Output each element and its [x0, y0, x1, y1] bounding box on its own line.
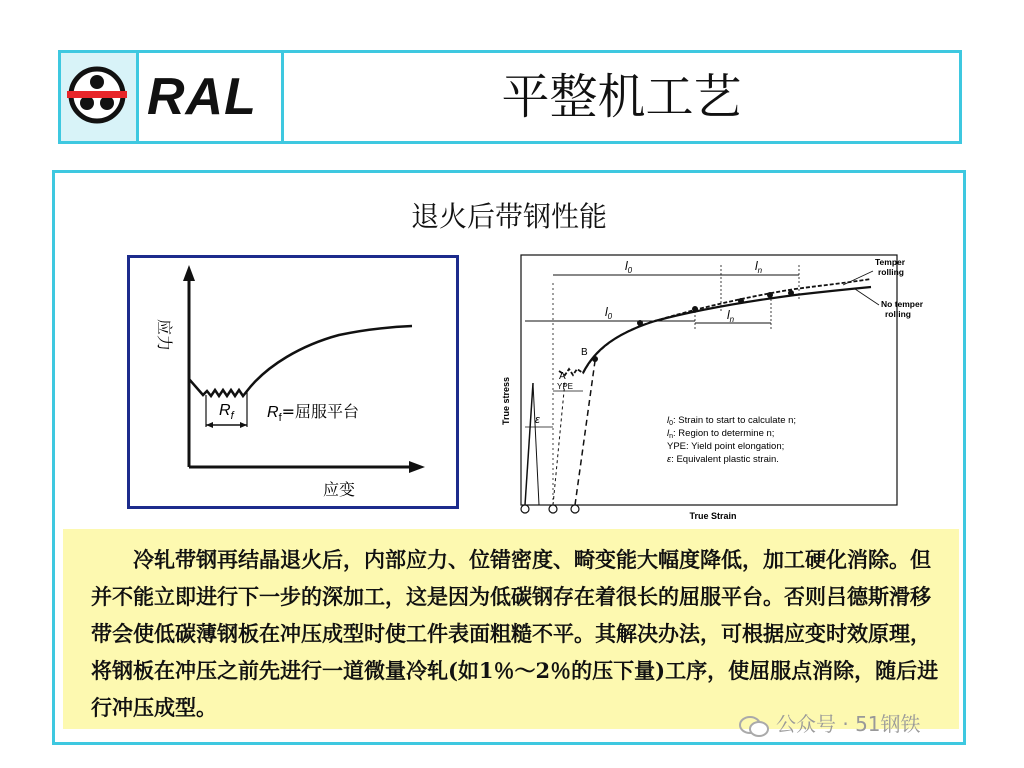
true-stress-strain-chart	[495, 251, 925, 521]
temper-label-1: Temper	[875, 257, 906, 267]
stress-strain-chart	[127, 255, 459, 511]
l0-lower-label: $l_0$	[605, 305, 613, 321]
watermark-text: 公众号 · 51钢铁	[776, 712, 921, 736]
ype-label: YPE	[557, 382, 574, 391]
point-a-label: A	[559, 371, 566, 382]
wechat-icon	[738, 715, 770, 737]
x-axis-label: True Strain	[689, 511, 737, 521]
page-title: 平整机工艺	[501, 69, 742, 125]
origin-o-double-prime	[571, 505, 579, 513]
marker	[767, 292, 773, 298]
ln-lower-label: $l_n$	[727, 308, 735, 324]
watermark	[738, 708, 921, 737]
rf-equation: $R_f=$屈服平台	[267, 402, 360, 424]
legend-item: $l_0$: Strain to start to calculate n;	[667, 415, 797, 427]
marker	[788, 290, 794, 296]
ln-upper-label: $l_n$	[755, 259, 763, 275]
l0-upper-label: $l_0$	[625, 259, 633, 275]
legend-item: $l_n$: Region to determine n;	[667, 428, 775, 440]
marker-b	[592, 356, 598, 362]
origin-o	[521, 505, 529, 513]
legend-item: YPE: Yield point elongation;	[667, 441, 785, 452]
ral-logo-icon	[61, 53, 133, 137]
content-panel	[52, 170, 966, 745]
no-temper-label-2: rolling	[885, 309, 911, 319]
origin-o-prime	[549, 505, 557, 513]
marker	[738, 298, 744, 304]
epsilon-label: ε	[535, 414, 540, 426]
logo-text: RAL	[147, 68, 257, 126]
rf-label: $R_f$	[219, 402, 234, 422]
header-bar	[58, 50, 962, 144]
legend-item: ε: Equivalent plastic strain.	[667, 454, 779, 465]
description-paragraph: 冷轧带钢再结晶退火后，内部应力、位错密度、畸变能大幅度降低，加工硬化消除。但并不能立即进行下一步的深加工，这是因为低碳钢存在着很长的屈服平台。否则吕德斯滑移带会使低碳薄钢板在冲压成型时使工件表面粗糙不平。其解决办法，可根据应变时效原理，将钢板在冲压之前先进行一道微量冷轧(如1％～2％的压下量)工序，使屈服点消除，随后进行冲压成型。	[63, 529, 959, 729]
section-title: 退火后带钢性能	[410, 200, 607, 233]
chart-frame	[521, 255, 897, 505]
y-axis-label: 应力	[155, 319, 174, 352]
point-b-label: B	[581, 347, 588, 358]
logo-icon-box	[61, 53, 139, 141]
temper-label-2: rolling	[878, 267, 904, 277]
no-temper-label-1: No temper	[881, 299, 924, 309]
y-axis-label: True stress	[501, 376, 511, 426]
x-axis-label: 应变	[323, 480, 356, 499]
chart-border	[129, 257, 458, 508]
